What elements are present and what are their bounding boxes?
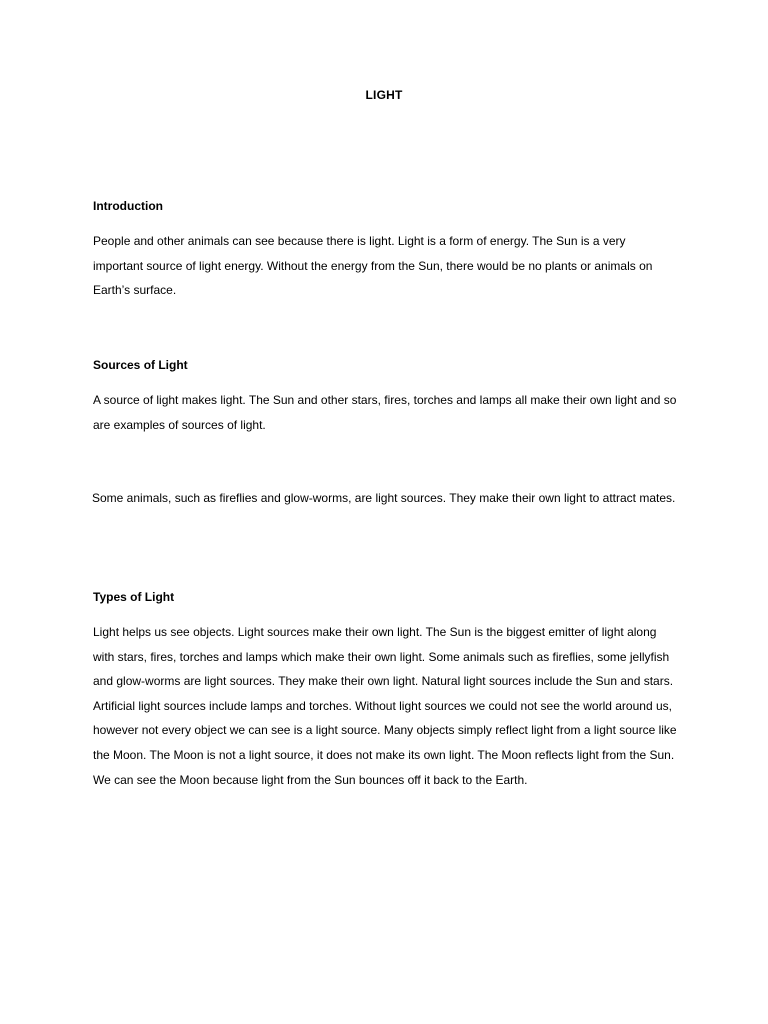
section-heading-introduction: Introduction (93, 199, 163, 213)
paragraph-types-of-light: Light helps us see objects. Light sources make their own light. The Sun is the biggest emitter of light along with stars, fires, torches and lamps which make their own light. Some animals such as fireflies, some jellyfish and glow-worms are light sources. They make their own light. Natural light sources include the Sun and stars. Artificial light sources include lamps and torches. Without light sources we could not see the world around us, however not every object we can see is a light source. Many objects simply reflect light from a light source like the Moon. The Moon is not a light source, it does not make its own light. The Moon reflects light from the Sun. We can see the Moon because light from the Sun bounces off it back to the Earth. (93, 625, 677, 787)
paragraph-sources-of-light-1: A source of light makes light. The Sun and other stars, fires, torches and lamps all make their own light and so are examples of sources of light. (93, 393, 677, 432)
section-heading-types-of-light: Types of Light (93, 590, 175, 604)
document-title: LIGHT (365, 88, 403, 102)
section-heading-sources-of-light: Sources of Light (93, 358, 188, 372)
paragraph-sources-of-light-2: Some animals, such as fireflies and glow-worms, are light sources. They make their own light to attract mates. (92, 491, 676, 505)
paragraph-introduction: People and other animals can see because there is light. Light is a form of energy. The Sun is a very important source of light energy. Without the energy from the Sun, there would be no plants or animals on Earth’s surface. (93, 234, 653, 298)
